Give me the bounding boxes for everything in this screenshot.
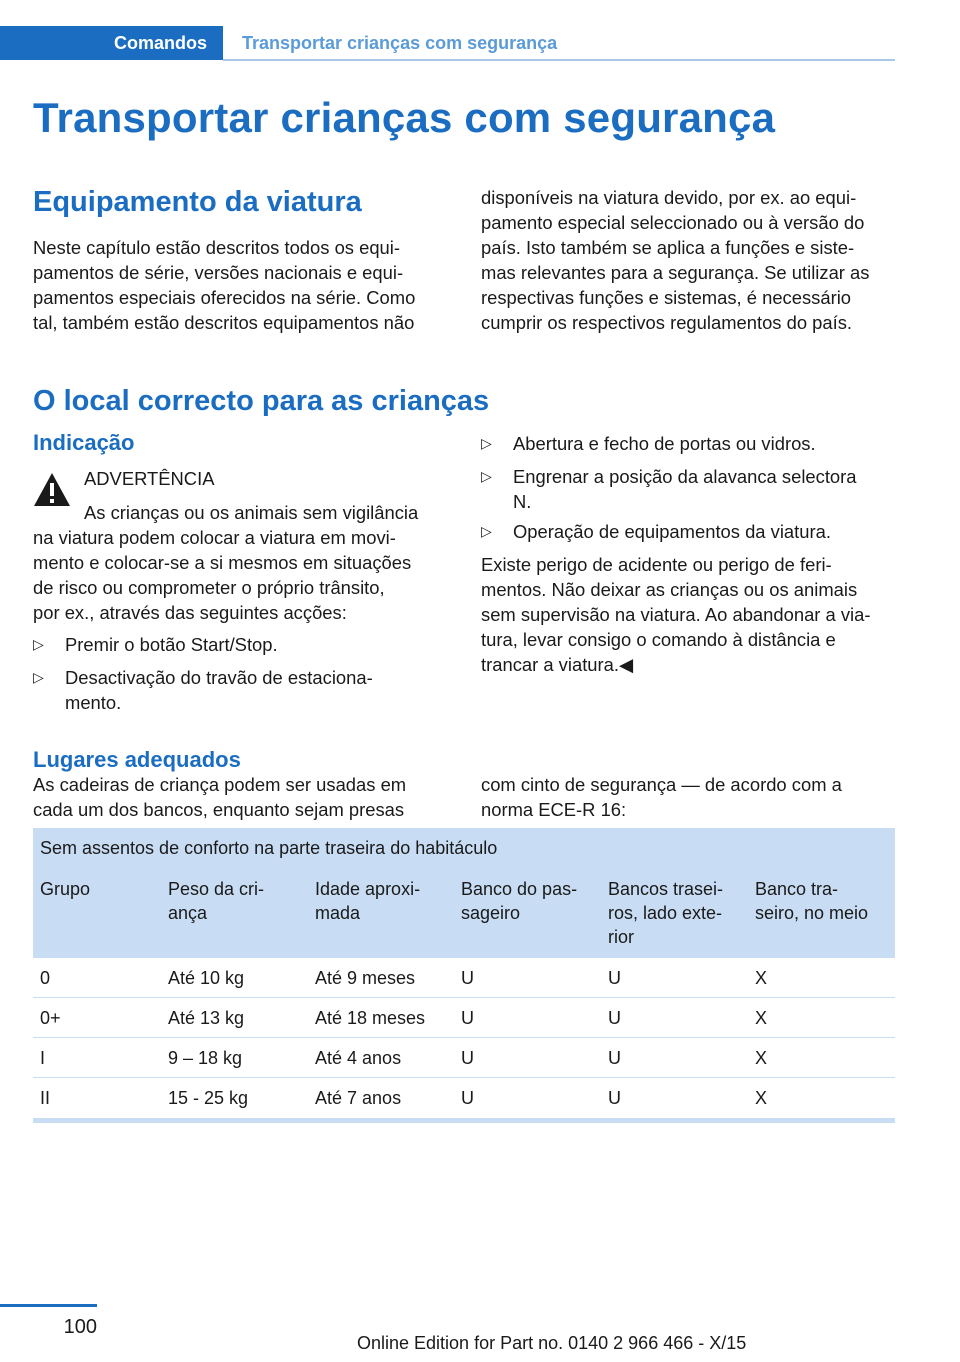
column-header <box>461 877 577 925</box>
warning-triangle-icon <box>33 472 71 507</box>
text-line: por ex., através das seguintes acções: <box>33 602 347 623</box>
table-cell: Até 18 meses <box>315 1008 426 1028</box>
text-line: Bancos trasei- <box>608 879 724 899</box>
text-line: Banco tra- <box>755 879 839 899</box>
table-row <box>33 958 895 998</box>
text-line: norma ECE-R 16: <box>481 799 627 820</box>
bullet-triangle-icon: ▷ <box>481 523 492 539</box>
table-cell: X <box>755 1048 768 1068</box>
child-seat-table <box>33 828 895 1123</box>
page-header <box>0 26 895 60</box>
text-line: seiro, no meio <box>755 903 869 923</box>
text-line: ança <box>168 903 208 923</box>
text-line: na viatura podem colocar a viatura em movi- <box>33 527 396 548</box>
table-cell: U <box>608 1088 621 1108</box>
text-line: mas relevantes para a segurança. Se utilizar as <box>481 262 870 283</box>
heading-local-correcto: O local correcto para as crianças <box>33 385 490 417</box>
text-line: disponíveis na viatura devido, por ex. ao equi- <box>481 187 857 208</box>
section-breadcrumb: Transportar crianças com segurança <box>242 33 558 53</box>
text-line: Grupo <box>40 879 91 899</box>
table-cell: Até 10 kg <box>168 968 245 988</box>
text-line: sem supervisão na viatura. Ao abandonar a via- <box>481 604 871 625</box>
column-header <box>315 877 420 925</box>
text-line: cada um dos bancos, enquanto sejam presas <box>33 799 405 820</box>
chapter-tab: Comandos <box>0 26 223 60</box>
text-line: pamentos de série, versões nacionais e equi- <box>33 262 404 283</box>
lugares-text-right <box>481 772 901 822</box>
text-line: Engrenar a posição da alavanca selectora <box>513 466 857 487</box>
header-divider <box>223 59 895 61</box>
page-title: Transportar crianças com segurança <box>33 94 776 141</box>
bullet-triangle-icon: ▷ <box>33 636 44 652</box>
heading-lugares-adequados: Lugares adequados <box>33 747 241 772</box>
table-cell: II <box>40 1088 51 1108</box>
text-line: respectivas funções e sistemas, é necessário <box>481 287 852 308</box>
table-cell: Até 9 meses <box>315 968 416 988</box>
text-line: rior <box>608 927 634 947</box>
text-line: tura, levar consigo o comando à distância e <box>481 629 836 650</box>
table-cell: U <box>608 1048 621 1068</box>
column-header <box>168 877 264 925</box>
table-cell: 0 <box>40 968 51 988</box>
column-header <box>40 877 90 901</box>
list-item <box>33 665 453 715</box>
table-cell: Até 4 anos <box>315 1048 402 1068</box>
table-cell: X <box>755 968 768 988</box>
column-header <box>755 877 868 925</box>
list-item-text <box>513 464 857 514</box>
table-title: Sem assentos de conforto na parte traseira do habitáculo <box>33 828 895 865</box>
table-cell: U <box>461 968 474 988</box>
text-line: pamentos especiais oferecidos na série. Como <box>33 287 416 308</box>
text-line: pamento especial seleccionado ou à versão do <box>481 212 865 233</box>
column-header <box>608 877 723 949</box>
table-bottom-rule <box>33 1118 895 1123</box>
text-line: mento. <box>65 692 122 713</box>
text-line: Existe perigo de acidente ou perigo de feri- <box>481 554 832 575</box>
text-line: mentos. Não deixar as crianças ou os animais <box>481 579 858 600</box>
table-cell: X <box>755 1088 768 1108</box>
table-cell: U <box>608 968 621 988</box>
text-line: ros, lado exte- <box>608 903 723 923</box>
table-cell: I <box>40 1048 46 1068</box>
table-cell: Até 13 kg <box>168 1008 245 1028</box>
table-cell: Até 7 anos <box>315 1088 402 1108</box>
table-cell: 15 - 25 kg <box>168 1088 249 1108</box>
warning-first-line: As crianças ou os animais sem vigilância <box>84 502 419 523</box>
text-line: N. <box>513 491 532 512</box>
table-cell: U <box>608 1008 621 1028</box>
text-line: tal, também estão descritos equipamentos não <box>33 312 415 333</box>
footer-divider <box>0 1304 97 1307</box>
bullet-triangle-icon: ▷ <box>481 435 492 451</box>
page-number: 100 <box>63 1316 97 1338</box>
text-line: com cinto de segurança — de acordo com a <box>481 774 842 795</box>
table-cell: 9 – 18 kg <box>168 1048 243 1068</box>
text-line: país. Isto também se aplica a funções e siste- <box>481 237 855 258</box>
table-row <box>33 1038 895 1078</box>
heading-equipamento: Equipamento da viatura <box>33 186 362 218</box>
text-line: de risco ou comprometer o próprio trânsito, <box>33 577 385 598</box>
table-row <box>33 1078 895 1118</box>
bullet-triangle-icon: ▷ <box>481 468 492 484</box>
text-line: mento e colocar-se a si mesmos em situações <box>33 552 412 573</box>
text-line: sageiro <box>461 903 521 923</box>
equipamento-text-left <box>33 235 453 335</box>
edition-note: Online Edition for Part no. 0140 2 966 466 - X/15 <box>357 1333 747 1353</box>
text-line: As cadeiras de criança podem ser usadas em <box>33 774 407 795</box>
table-cell: X <box>755 1008 768 1028</box>
list-item-text: Operação de equipamentos da viatura. <box>513 521 831 542</box>
table-cell: U <box>461 1008 474 1028</box>
list-item-text: Abertura e fecho de portas ou vidros. <box>513 433 816 454</box>
bullet-triangle-icon: ▷ <box>33 669 44 685</box>
text-line: trancar a viatura.◀ <box>481 654 634 675</box>
text-line: Neste capítulo estão descritos todos os equi- <box>33 237 400 258</box>
list-item-text: Premir o botão Start/Stop. <box>65 634 278 655</box>
heading-indicacao: Indicação <box>33 430 135 455</box>
warning-text <box>33 525 453 625</box>
equipamento-text-right <box>481 185 901 335</box>
warning-label: ADVERTÊNCIA <box>84 468 215 489</box>
table-cell: U <box>461 1048 474 1068</box>
text-line: cumprir os respectivos regulamentos do país. <box>481 312 853 333</box>
list-item-text <box>65 665 373 715</box>
table-row <box>33 998 895 1038</box>
perigo-text <box>481 552 901 677</box>
text-line: Banco do pas- <box>461 879 578 899</box>
list-item <box>481 464 901 514</box>
text-line: mada <box>315 903 361 923</box>
text-line: Idade aproxi- <box>315 879 421 899</box>
lugares-text-left <box>33 772 453 822</box>
table-cell: 0+ <box>40 1008 61 1028</box>
text-line: Peso da cri- <box>168 879 265 899</box>
table-header-row <box>33 865 895 958</box>
text-line: Desactivação do travão de estaciona- <box>65 667 373 688</box>
table-cell: U <box>461 1088 474 1108</box>
